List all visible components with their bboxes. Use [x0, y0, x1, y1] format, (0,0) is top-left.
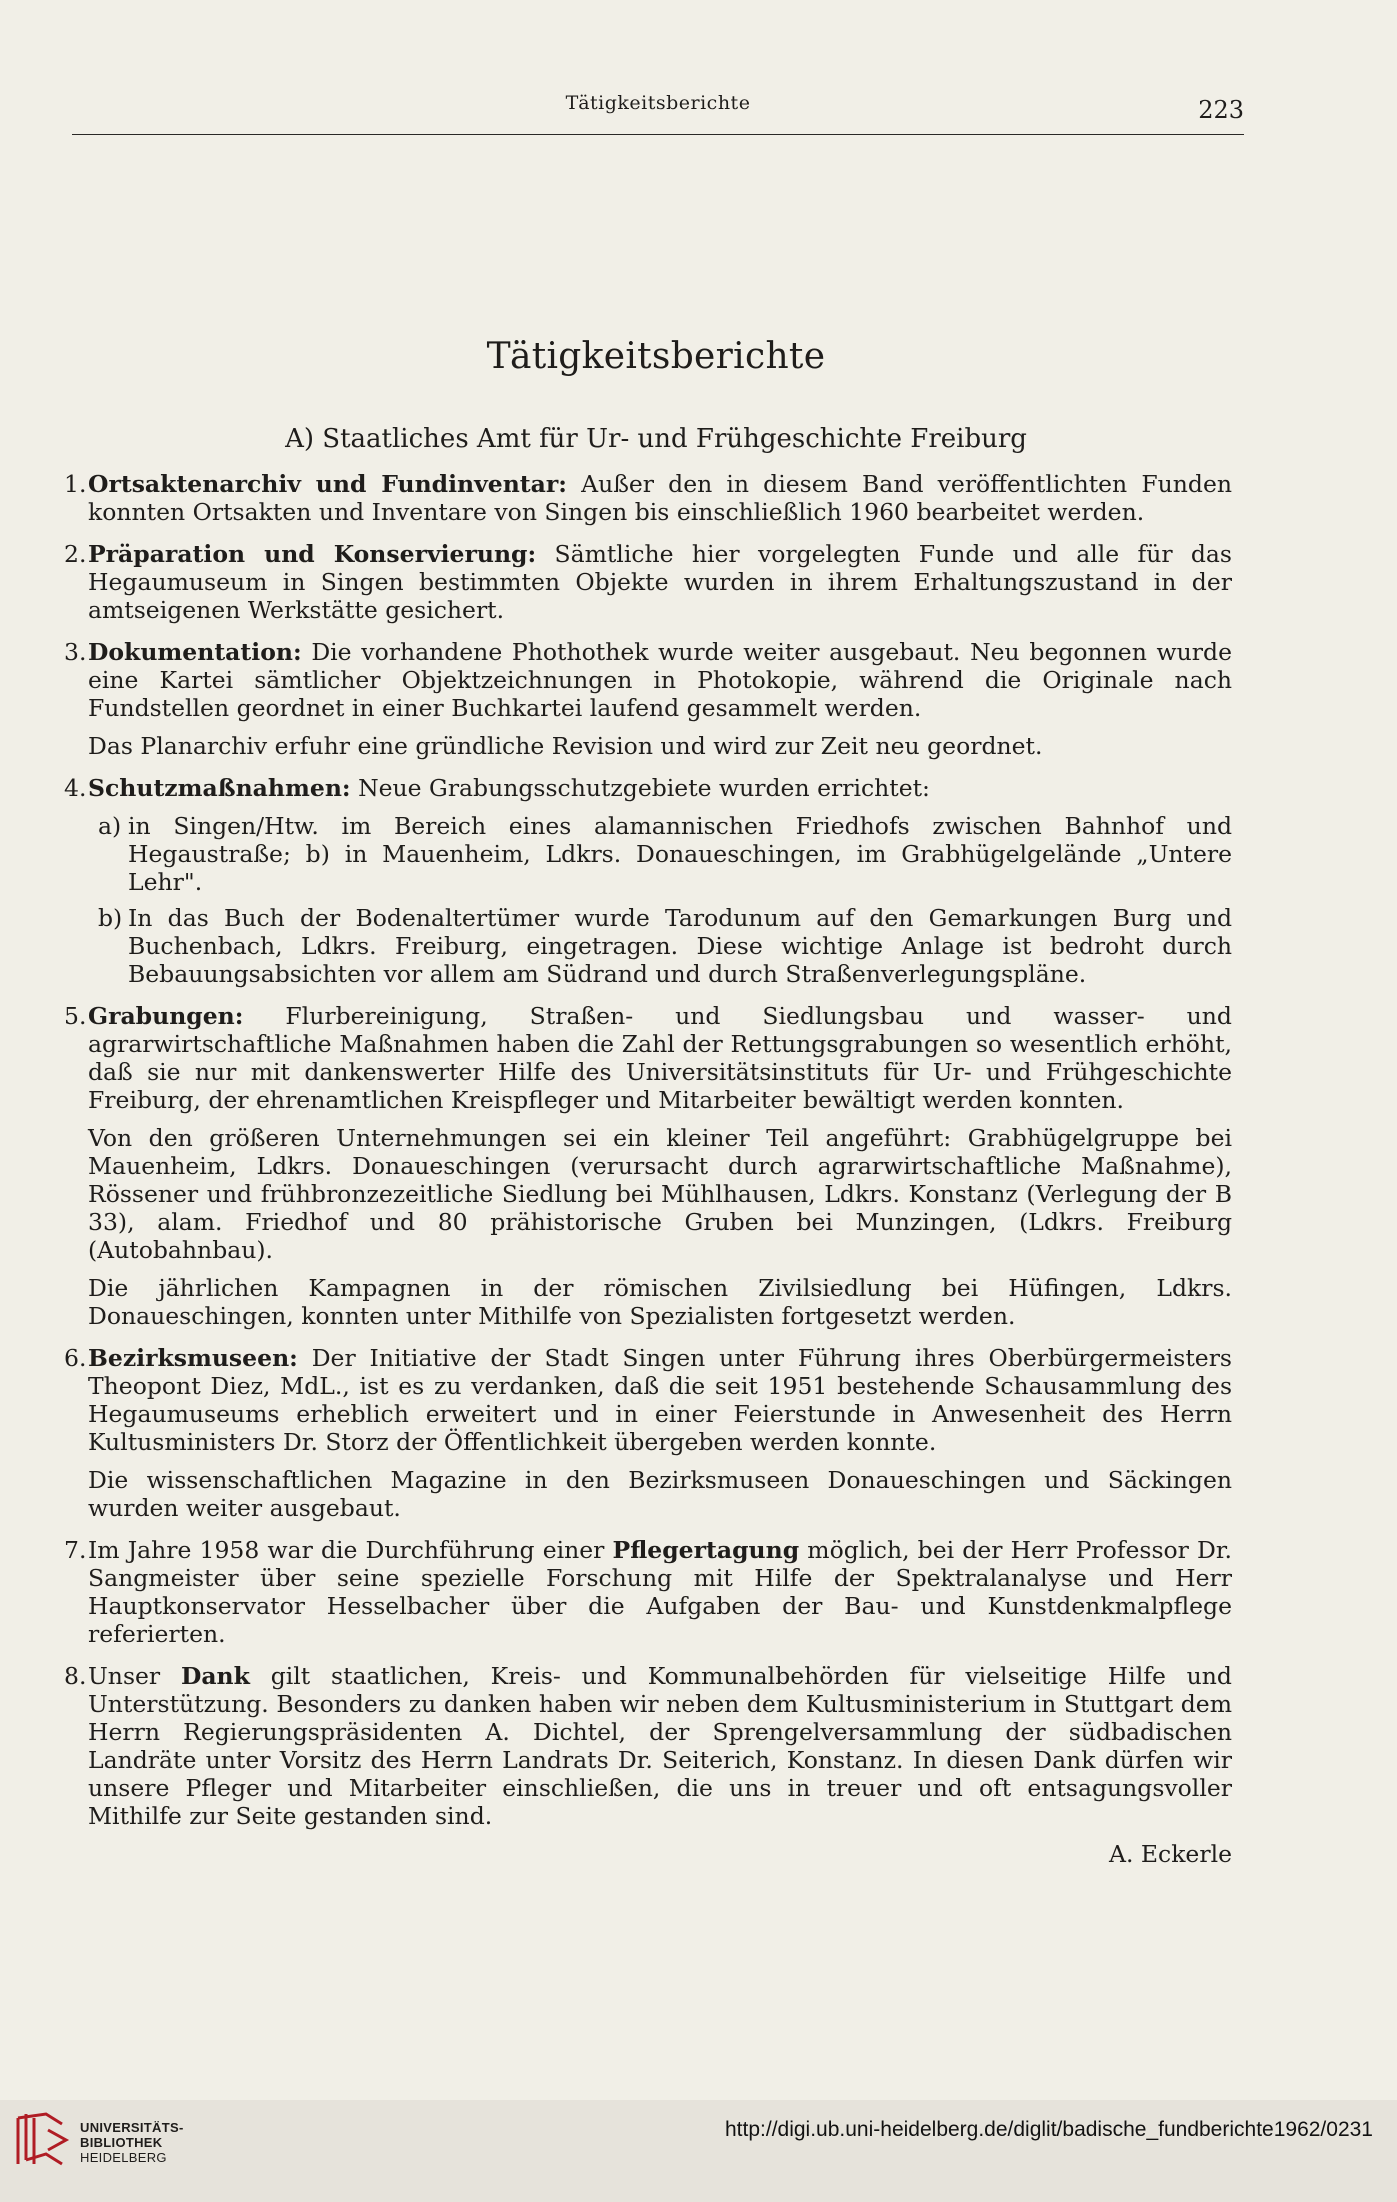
sub-item-text: In das Buch der Bodenaltertümer wurde Tarodunum auf den Gemarkungen Burg und Buchenbach, Ldkrs. Freiburg, eingetragen. Diese wichtige Anlage ist bedroht durch Bebauungsabsichten vor allem am Südrand und durch Straßenverlegungspläne. [128, 904, 1232, 988]
sub-item-label: b) [98, 904, 123, 932]
item-number: 6. [64, 1344, 87, 1372]
report-item-8 [64, 1662, 1232, 1868]
item-paragraph: Von den größeren Unternehmungen sei ein kleiner Teil angeführt: Grabhügelgruppe bei Mauenheim, Ldkrs. Donaueschingen (verursacht durch agrarwirtschaftliche Maßnahme), Rössener und frühbronzezeitliche Siedlung bei Mühlhausen, Ldkrs. Konstanz (Verlegung der B 33), alam. Friedhof und 80 prähistorische Gruben bei Munzingen, (Ldkrs. Freiburg (Autobahnbau). [88, 1124, 1232, 1264]
item-text: Flurbereinigung, Straßen- und Siedlungsbau und wasser- und agrarwirtschaftliche Maßnahmen haben die Zahl der Rettungsgrabungen so wesentlich erhöht, daß sie nur mit dankenswerter Hilfe des Universitätsinstituts für Ur- und Frühgeschichte Freiburg, der ehrenamtlichen Kreispfleger und Mitarbeiter bewältigt werden konnten. [88, 1002, 1232, 1114]
sub-item-b [88, 904, 1232, 988]
item-term: Schutzmaßnahmen: [88, 774, 351, 802]
report-body [64, 470, 1232, 1882]
report-item-7 [64, 1536, 1232, 1648]
item-text-pre: Unser [88, 1662, 161, 1690]
report-item-4 [64, 774, 1232, 988]
sub-item-text: in Singen/Htw. im Bereich eines alamannischen Friedhofs zwischen Bahnhof und Hegaustraße; b) in Mauenheim, Ldkrs. Donaueschingen, im Grabhügelgelände „Untere Lehr". [128, 812, 1232, 896]
item-number: 3. [64, 638, 87, 666]
sub-item-label: a) [98, 812, 122, 840]
sub-item-a [88, 812, 1232, 896]
report-item-6 [64, 1344, 1232, 1522]
page-number: 223 [1198, 96, 1244, 124]
item-paragraph: Die jährlichen Kampagnen in der römischen Zivilsiedlung bei Hüfingen, Ldkrs. Donaueschingen, konnten unter Mithilfe von Spezialisten fortgesetzt werden. [88, 1274, 1232, 1330]
item-paragraph: Die wissenschaftlichen Magazine in den Bezirksmuseen Donaueschingen und Säckingen wurden weiter ausgebaut. [88, 1466, 1232, 1522]
item-text: Außer den in diesem Band veröffentlichten Funden konnten Ortsakten und Inventare von Singen bis einschließlich 1960 bearbeitet werden. [88, 470, 1232, 526]
report-item-1 [64, 470, 1232, 526]
author-signature: A. Eckerle [1108, 1840, 1232, 1868]
item-term: Bezirksmuseen: [88, 1344, 298, 1372]
item-term: Dokumentation: [88, 638, 302, 666]
page-title: Tätigkeitsberichte [486, 336, 826, 377]
item-text: möglich, bei der Herr Professor Dr. Sangmeister über seine spezielle Forschung mit Hilfe der Spektralanalyse und Herr Hauptkonservator Hesselbacher über die Aufgaben der Bau- und Kunstdenkmalpflege referierten. [88, 1536, 1232, 1648]
item-term: Ortsaktenarchiv und Fundinventar: [88, 470, 567, 498]
item-number: 8. [64, 1662, 87, 1690]
university-library-logo-icon [12, 2110, 72, 2172]
item-number: 2. [64, 540, 87, 568]
library-name: UNIVERSITÄTS- BIBLIOTHEK HEIDELBERG [80, 2120, 184, 2165]
item-term: Präparation und Konservierung: [88, 540, 537, 568]
section-heading: A) Staatliches Amt für Ur- und Frühgeschichte Freiburg [285, 424, 1027, 454]
running-title: Tätigkeitsberichte [565, 92, 751, 114]
item-text: Neue Grabungsschutzgebiete wurden errichtet: [358, 774, 930, 802]
item-paragraph: Das Planarchiv erfuhr eine gründliche Revision und wird zur Zeit neu geordnet. [88, 732, 1043, 760]
item-term: Pflegertagung [612, 1536, 800, 1564]
footer-bar [0, 2100, 1397, 2202]
item-text: Der Initiative der Stadt Singen unter Führung ihres Oberbürgermeisters Theopont Diez, MdL., ist es zu verdanken, daß die seit 1951 bestehende Schausammlung des Hegaumuseums erheblich erweitert und in einer Feierstunde in Anwesenheit des Herrn Kultusministers Dr. Storz der Öffentlichkeit übergeben werden konnte. [88, 1344, 1232, 1456]
item-number: 7. [64, 1536, 87, 1564]
item-number: 4. [64, 774, 87, 802]
item-text: Sämtliche hier vorgelegten Funde und alle für das Hegaumuseum in Singen bestimmten Objekte wurden in ihrem Erhaltungszustand in der amtseigenen Werkstätte gesichert. [88, 540, 1232, 624]
report-item-5 [64, 1002, 1232, 1330]
item-term: Dank [180, 1662, 250, 1690]
report-item-3 [64, 638, 1232, 760]
item-text: gilt staatlichen, Kreis- und Kommunalbehörden für vielseitige Hilfe und Unterstützung. Besonders zu danken haben wir neben dem Kultusministerium in Stuttgart dem Herrn Regierungspräsidenten A. Dichtel, der Sprengelversammlung der südbadischen Landräte unter Vorsitz des Herrn Landrats Dr. Seiterich, Konstanz. In diesen Dank dürfen wir unsere Pfleger und Mitarbeiter einschließen, die uns in treuer und oft entsagungsvoller Mithilfe zur Seite gestanden sind. [88, 1662, 1232, 1830]
report-item-2 [64, 540, 1232, 624]
item-text-pre: Im Jahre 1958 war die Durchführung einer [88, 1536, 605, 1564]
item-text: Die vorhandene Phothothek wurde weiter ausgebaut. Neu begonnen wurde eine Kartei sämtlicher Objektzeichnungen in Photokopie, während die Originale nach Fundstellen geordnet in einer Buchkartei laufend gesammelt werden. [88, 638, 1232, 722]
item-term: Grabungen: [88, 1002, 244, 1030]
item-number: 5. [64, 1002, 87, 1030]
item-number: 1. [64, 470, 87, 498]
source-url-link[interactable]: http://digi.ub.uni-heidelberg.de/diglit/badische_fundberichte1962/0231 [725, 2118, 1373, 2141]
running-header [72, 88, 1244, 135]
